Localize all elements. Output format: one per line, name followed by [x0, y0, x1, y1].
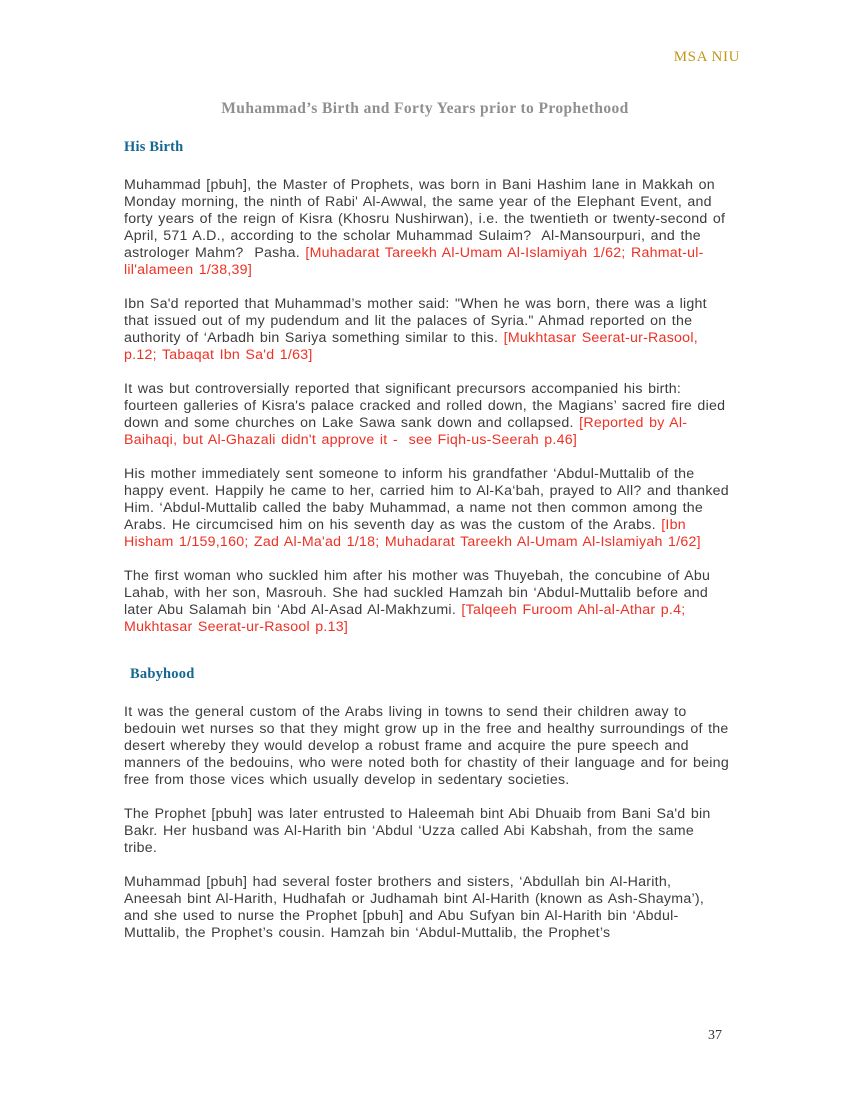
citation-text: [Reported by Al-Baihaqi, but Al-Ghazali didn't approve it - see Fiqh-us-Seerah p.46] — [124, 415, 688, 448]
paragraph-text: His mother immediately sent someone to inform his grandfather ‘Abdul-Muttalib of the happy event. Happily he came to her, carried him to Al-Ka‘bah, prayed to All? and thanked Him. ‘Abdul-Muttalib called the baby Muhammad, a name not then common among the Arabs. He circumcised him on his seventh day as was the custom of the Arabs. — [124, 466, 735, 533]
paragraph-babyhood-1 — [124, 704, 735, 789]
paragraph-text: The first woman who suckled him after his mother was Thuyebah, the concubine of Abu Lahab, with her son, Masrouh. She had suckled Hamzah bin ‘Abdul-Muttalib before and later Abu Salamah bin ‘Abd Al-Asad Al-Makhzumi. — [124, 568, 716, 618]
paragraph-text: Ibn Sa'd reported that Muhammad’s mother said: "When he was born, there was a light that issued out of my pudendum and lit the palaces of Syria." Ahmad reported on the authority of ‘Arbadh bin Sariya something similar to this. — [124, 296, 713, 346]
page-title: Muhammad’s Birth and Forty Years prior to Prophethood — [221, 100, 629, 117]
citation-text: [Muhadarat Tareekh Al-Umam Al-Islamiyah 1/62; Rahmat-ul-lil'alameen 1/38,39] — [124, 245, 704, 278]
paragraph-text: It was but controversially reported that significant precursors accompanied his birth: fourteen galleries of Kisra's palace cracked and rolled down, the Magians’ sacred fire died down and some churches on Lake Sawa sank down and collapsed. — [124, 381, 731, 431]
citation-text: [Ibn Hisham 1/159,160; Zad Al-Ma'ad 1/18; Muhadarat Tareekh Al-Umam Al-Islamiyah 1/62] — [124, 517, 701, 550]
paragraph-text: Muhammad [pbuh], the Master of Prophets, was born in Bani Hashim lane in Makkah on Monday morning, the ninth of Rabi' Al-Awwal, the same year of the Elephant Event, and forty years of the reign of Kisra (Khosru Nushirwan), i.e. the twentieth or twenty-second of April, 571 A.D., according to the scholar Muhammad Sulaim? Al-Mansourpuri, and the astrologer Mahm? Pasha. — [124, 177, 730, 261]
paragraph-birth-2 — [124, 296, 730, 364]
section-heading-his-birth: His Birth — [124, 139, 184, 155]
paragraph-birth-4 — [124, 466, 735, 551]
citation-text: [Mukhtasar Seerat-ur-Rasool, p.12; Tabaqat Ibn Sa'd 1/63] — [124, 330, 704, 363]
paragraph-babyhood-3 — [124, 874, 730, 942]
citation-text: [Talqeeh Furoom Ahl-al-Athar p.4; Mukhtasar Seerat-ur-Rasool p.13] — [124, 602, 691, 635]
paragraph-birth-1 — [124, 177, 730, 279]
paragraph-text: Muhammad [pbuh] had several foster brothers and sisters, ‘Abdullah bin Al-Harith, Aneesah bint Al-Harith, Hudhafah or Judhamah bint Al-Harith (known as Ash-Shayma’), and she used to nurse the Prophet [pbuh] and Abu Sufyan bin Al-Harith bin ‘Abdul-Muttalib, the Prophet’s cousin. Hamzah bin ‘Abdul-Muttalib, the Prophet’s — [124, 874, 710, 941]
paragraph-text: The Prophet [pbuh] was later entrusted to Haleemah bint Abi Dhuaib from Bani Sa'd bin Bakr. Her husband was Al-Harith bin ‘Abdul ‘Uzza called Abi Kabshah, from the same tribe. — [124, 806, 716, 856]
paragraph-birth-5 — [124, 568, 730, 636]
paragraph-babyhood-2 — [124, 806, 730, 857]
paragraph-text: It was the general custom of the Arabs living in towns to send their children away to bedouin wet nurses so that they might grow up in the free and healthy surroundings of the desert whereby they would develop a robust frame and acquire the pure speech and manners of the bedouins, who were noted both for chastity of their language and for being free from those vices which usually develop in sedentary societies. — [124, 704, 735, 788]
org-watermark: MSA NIU — [673, 49, 740, 65]
page-number: 37 — [708, 1028, 722, 1043]
document-body — [124, 139, 735, 959]
section-heading-babyhood: Babyhood — [130, 666, 195, 682]
paragraph-birth-3 — [124, 381, 730, 449]
